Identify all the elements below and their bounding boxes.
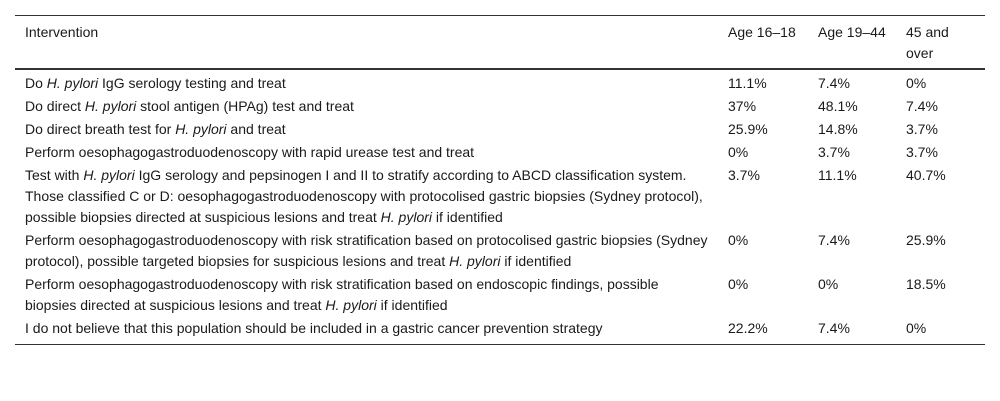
header-age-19-44: Age 19–44 <box>818 24 886 40</box>
value-age-19-44: 3.7% <box>818 144 850 160</box>
header-45-and-over: 45 and over <box>906 24 949 61</box>
table-body <box>15 69 985 345</box>
intervention-cell: Perform oesophagogastroduodenoscopy with risk stratification based on protocolised gastric biopsies (Sydney protocol), possible targeted biopsies for suspicious lesions and treat H. pylori if identified <box>25 232 708 269</box>
table-row <box>15 273 985 317</box>
table-row <box>15 95 985 118</box>
value-45-and-over: 7.4% <box>906 98 938 114</box>
table-row <box>15 69 985 95</box>
intervention-cell: Do H. pylori IgG serology testing and treat <box>25 75 286 91</box>
value-age-19-44: 48.1% <box>818 98 858 114</box>
value-age-16-18: 0% <box>728 144 749 160</box>
value-45-and-over: 3.7% <box>906 121 938 137</box>
value-age-19-44: 7.4% <box>818 75 850 91</box>
intervention-cell: Perform oesophagogastroduodenoscopy with risk stratification based on endoscopic findings, possible biopsies directed at suspicious lesions and treat H. pylori if identified <box>25 276 659 313</box>
table-row <box>15 229 985 273</box>
value-45-and-over: 0% <box>906 320 927 336</box>
header-intervention: Intervention <box>25 24 99 40</box>
value-age-19-44: 0% <box>818 276 839 292</box>
value-age-16-18: 37% <box>728 98 757 114</box>
value-age-19-44: 14.8% <box>818 121 858 137</box>
value-45-and-over: 18.5% <box>906 276 946 292</box>
intervention-cell: Do direct breath test for H. pylori and treat <box>25 121 286 137</box>
intervention-cell: Do direct H. pylori stool antigen (HPAg) test and treat <box>25 98 354 114</box>
intervention-table <box>15 15 985 345</box>
value-45-and-over: 25.9% <box>906 232 946 248</box>
value-age-19-44: 7.4% <box>818 232 850 248</box>
value-age-16-18: 11.1% <box>728 75 767 91</box>
value-age-16-18: 0% <box>728 276 749 292</box>
table-row <box>15 317 985 345</box>
intervention-cell: I do not believe that this population should be included in a gastric cancer prevention strategy <box>25 320 603 336</box>
value-45-and-over: 3.7% <box>906 144 938 160</box>
table-header <box>15 16 985 70</box>
table-row <box>15 164 985 229</box>
intervention-cell: Perform oesophagogastroduodenoscopy with rapid urease test and treat <box>25 144 475 160</box>
value-45-and-over: 0% <box>906 75 927 91</box>
value-age-16-18: 25.9% <box>728 121 768 137</box>
header-row <box>15 16 985 70</box>
header-age-16-18: Age 16–18 <box>728 24 796 40</box>
intervention-cell: Test with H. pylori IgG serology and pepsinogen I and II to stratify according to ABCD classification system. Those classified C or D: oesophagogastroduodenoscopy with protocolised gastric biopsies (Sydney protocol), possible biopsies directed at suspicious lesions and treat H. pylori if identified <box>25 167 703 225</box>
value-age-16-18: 0% <box>728 232 749 248</box>
table-container <box>15 15 985 345</box>
value-age-19-44: 7.4% <box>818 320 850 336</box>
table-row <box>15 118 985 141</box>
value-45-and-over: 40.7% <box>906 167 946 183</box>
value-age-19-44: 11.1% <box>818 167 857 183</box>
table-row <box>15 141 985 164</box>
value-age-16-18: 22.2% <box>728 320 768 336</box>
value-age-16-18: 3.7% <box>728 167 760 183</box>
